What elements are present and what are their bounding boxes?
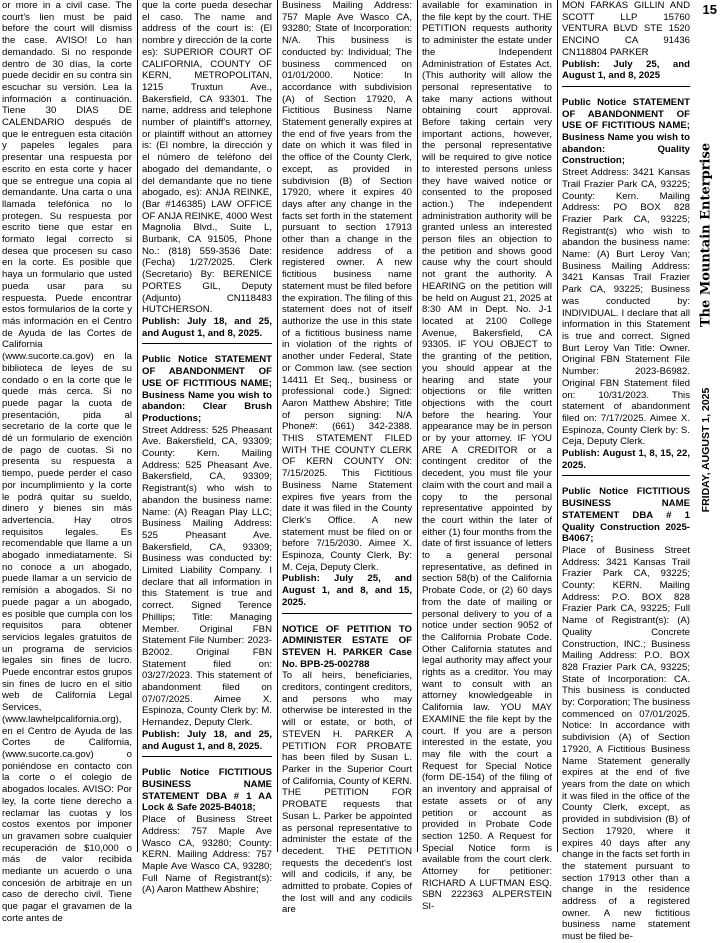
notice-text: Street Address: 525 Pheasant Ave. Bakersfield, CA, 93309; County: Kern. Mailing Address: 525 Pheasant Ave. Bakersfield, CA, 93309; Registrant(s) who wish to abandon the business name: Name: (A) Reagan Play LLC; Business Mailing Address: 525 Pheasant Ave. Bakersfield, CA, 93309; Business was conducted by: Limited Liability Company. I declare that all information in this Statement is true and correct. Signed Terence Phillips; Title: Managing Member. Original FBN Statement File Number: 2023-B2002. Original FBN Statement filed on: 03/27/2023. This statement of abandonment filed on 07/07/2025. Aimee X. Espinoza, County Clerk by: M. Hernandez, Deputy Clerk.	[142, 424, 272, 729]
notice-text: To all heirs, beneficiaries, creditors, contingent creditors, and persons who may otherwise be interested in the will or estate, or both, of STEVEN H. PARKER A PETITION FOR PROBATE has been filed by Susan L. Parker in the Superior Court of California, County of KERN. THE PETITION FOR PROBATE requests that Susan L. Parker be appointed as personal representative to administer the estate of the decedent. THE PETITION requests the decedent's lost will and codicils, if any, be admitted to probate. Copies of the lost will and any codicils are	[282, 670, 412, 916]
notice-text: Business Mailing Address: 757 Maple Ave Wasco CA, 93280; State of Incorporation: N/A. This business is conducted by: Individual; The business commenced on 01/01/2000. Notice: In accordance with subdivision (A) of Section 17920, A Fictitious Business Name Statement generally expires at the end of five years from the date on which it was filed in the office of the County Clerk, except, as provided in subdivision (B) of Section 17920, where it expires 40 days after any change in the facts set forth in the statement pursuant to section 17913 other than a change in the residence address of a registered owner. A new fictitious business name statement must be filed before the expiration. The filing of this statement does not of itself authorize the use in this state of a fictitious business name in violation of the rights of another under Federal, State or Common law. (see section 14411 Et Seq., business or professional code.) Signed: Aaron Matthew Abshire; Title of person signing: N/A Phone#: (661) 342-2388. THIS STATEMENT FILED WITH THE COUNTY CLERK OF KERN COUNTY ON: 7/15/2025. This Fictitious Business Name Statement expires five years from the date it was filed in the County Clerk's Office. A new statement must be filed on or before 7/15/2030. Aimee X. Espinoza, County Clerk, By: M. Ceja, Deputy Clerk.	[282, 0, 412, 573]
notice-heading: Public Notice STATEMENT OF ABANDONMENT OF USE OF FICTITIOUS NAME; Business Name you wish to abandon: Quality Construction;	[562, 96, 690, 167]
dateline	[694, 380, 718, 520]
notice-separator	[142, 343, 272, 344]
column-divider	[137, 0, 138, 852]
notice-text: Place of Business Street Address: 3421 Kansas Trail Frazier Park CA, 93225; County: KERN. Mailing Address: P.O. BOX 828 Frazier Park CA, 93225; Full Name of Registrant(s): (A) Quality Concrete Construction, INC.; Business Mailing Address: P.O. BOX 828 Frazier Park CA, 93225; State of Incorporation: CA. This business is conducted by: Corporation; The business commenced on 07/01/2025. Notice: In accordance with subdivision (A) of Section 17920, A Fictitious Business Name Statement generally expires at the end of five years from the date on which it was filed in the office of the County Clerk, except, as provided in subdivision (B) of Section 17920, where it expires 40 days after any change in the facts set forth in the statement pursuant to section 17913 other than a change in the residence address of a registered owner. A new fictitious business name statement must be filed be-	[562, 544, 690, 943]
column-1	[2, 0, 132, 924]
publish-dates: Publish: July 18, and 25, and August 1, and 8, 2025.	[142, 315, 272, 339]
column-2	[142, 0, 272, 896]
dateline-text: FRIDAY, AUGUST 1, 2025	[700, 387, 712, 513]
notice-text: available for examination in the file kept by the court. THE PETITION requests authority to administer the estate under the Independent Administration of Estates Act. (This authority will allow the personal representative to take many actions without obtaining court approval. Before taking certain very important actions, however, the personal representative will be required to give notice to interested persons unless they have waived notice or consented to the proposed action.) The independent administration authority will be granted unless an interested person files an objection to the petition and shows good cause why the court should not grant the authority. A HEARING on the petition will be held on August 21, 2025 at 8:30 AM in Dept. No. J-1 located at 2100 College Avenue, Bakersfield, CA 93305. IF YOU OBJECT to the granting of the petition, you should appear at the hearing and state your objections or file written objections with the court before the hearing. Your appearance may be in person or by your attorney. IF YOU ARE A CREDITOR or a contingent creditor of the decedent, you must file your claim with the court and mail a copy to the personal representative appointed by the court within the later of either (1) four months from the date of first issuance of letters to a general personal representative, as defined in section 58(b) of the California Probate Code, or (2) 60 days from the date of mailing or personal delivery to you of a notice under section 9052 of the California Probate Code. Other California statutes and legal authority may affect your rights as a creditor. You may want to consult with an attorney knowledgeable in California law. YOU MAY EXAMINE the file kept by the court. If you are a person interested in the estate, you may file with the court a Request for Special Notice (form DE-154) of the filing of an inventory and appraisal of estate assets or of any petition or account as provided in Probate Code section 1250. A Request for Special Notice form is available from the court clerk. Attorney for petitioner: RICHARD A LUFTMAN ESQ. SBN 222363 ALPERSTEIN SI-	[422, 0, 552, 913]
column-3	[282, 0, 412, 916]
notice-text: Place of Business Street Address: 757 Maple Ave Wasco CA, 93280; County: KERN. Mailing Address: 757 Maple Ave Wasco CA, 93280; Full Name of Registrant(s): (A) Aaron Matthew Abshire;	[142, 814, 272, 896]
column-divider	[417, 0, 418, 852]
notice-separator	[282, 613, 412, 614]
spanish-summons-notice: or more in a civil case. The court's lien must be paid before the court will dismiss the case. AVISO! Lo han demandado. Si no responde dentro de 30 días, la corte puede decidir en su contra sin escuchar su versión. Lea la información a continuación. Tiene 30 DIAS DE CALENDARIO después de que le entreguen esta citación y papeles legales para presentar una respuesta por escrito en esta corte y hacer que se entregue una copia al demandante. Una carta o una llamada telefónica no lo protegen. Su respuesta por escrito tiene que estar en formato legal correcto si desea que procesen su caso en la corte. Es posible que haya un formulario que usted pueda usar para su respuesta. Puede encontrar estos formularios de la corte y más información en el Centro de Ayuda de las Cortes de California (www.sucorte.ca.gov) en la biblioteca de leyes de su condado o en la corte que le quede más cerca. Si no puede pagar la cuota de presentación, pida al secretario de la corte que le dé un formulario de exención de pago de cuotas. Si no presenta su respuesta a tiempo, puede perder el caso por incumplimiento y la corte le podrá quitar su sueldo, dinero y bienes sin más advertencia. Hay otros requisitos legales. Es recomendable que llame a un abogado inmediatamente. Si no conoce a un abogado, puede llamar a un servicio de remisión a abogados. Si no puede pagar a un abogado, es posible que cumpla con los requisitos para obtener servicios legales gratuitos de un programa de servicios legales sin fines de lucro. Puede encontrar estos grupos sin fines de lucro en el sitio web de California Legal Services, (www.lawhelpcalifornia.org), en el Centro de Ayuda de las Cortes de California, (www.sucorte.ca.gov) o poniéndose en contacto con la corte o el colegio de abogados locales. AVISO: Por ley, la corte tiene derecho a reclamar las cuotas y los costos exentos por imponer un gravamen sobre cualquier recuperación de $10,000 o más de valor recibida mediante un acuerdo o una concesión de arbitraje en un caso de derecho civil. Tiene que pagar el gravamen de la corte antes de	[2, 0, 132, 924]
notice-separator	[142, 756, 272, 757]
publish-dates: Publish: July 25, and August 1, and 8, and 15, 2025.	[282, 573, 412, 608]
publish-dates: Publish: July 25, and August 1, and 8, 2025	[562, 58, 690, 82]
notice-heading: Public Notice FICTITIOUS BUSINESS NAME STATEMENT DBA # 1 AA Lock & Safe 2025-B4018;	[142, 767, 272, 814]
column-5	[562, 0, 690, 943]
notice-separator	[562, 86, 690, 87]
column-4	[422, 0, 552, 913]
page-number: 15	[702, 2, 717, 17]
publish-dates: Publish: July 18, and 25, and August 1, and 8, 2025.	[142, 728, 272, 752]
masthead-title: The Mountain Enterprise	[698, 142, 714, 328]
notice-heading: NOTICE OF PETITION TO ADMINISTER ESTATE OF STEVEN H. PARKER Case No. BPB-25-002788	[282, 623, 412, 670]
page-sidebar	[692, 0, 720, 852]
notice-text: que la corte pueda desechar el caso. The name and address of the court is: (El nombre y dirección de la corte es): SUPERIOR COURT OF CALIFORNIA, COUNTY OF KERN, METROPOLITAN, 1215 Truxtun Ave., Bakersfield, CA 93301. The name, address and telephone number of plaintiff's attorney, or plaintiff without an attorney is: (El nombre, la dirección y el número de teléfono del abogado del demandante, o del demandante que no tiene abogado, es): ANJA REINKE, (Bar #146385) LAW OFFICE OF ANJA REINKE, 4000 West Magnolia Blvd., Suite L, Burbank, CA 91505, Phone No.: (818) 559-3536 Date: (Fecha) 1/27/2025. Clerk (Secretario) By: BERENICE PORTES GIL, Deputy (Adjunto) CN118483 HUTCHERSON.	[142, 0, 272, 316]
notice-heading: Public Notice FICTITIOUS BUSINESS NAME STATEMENT DBA # 1 Quality Construction 2025-B4067;	[562, 486, 690, 545]
notice-separator	[562, 475, 690, 476]
notice-text: MON FARKAS GILLIN AND SCOTT LLP 15760 VENTURA BLVD STE 1520 ENCINO CA 91436 CN118804 PARKER	[562, 0, 690, 58]
notice-text: Street Address: 3421 Kansas Trail Frazier Park CA, 93225; County: Kern. Mailing Address: PO BOX 828 Frazier Park CA, 93225; Registrant(s) who wish to abandon the business name: Name: (A) Burt Leroy Van; Business Mailing Address: 3421 Kansas Trail Frazier Park CA, 93225; Business was conducted by: INDIVIDUAL. I declare that all information in this Statement is true and correct. Signed Burt Leroy Van Title: Owner. Original FBN Statement File Number: 2023-B6982. Original FBN Statement filed on: 10/31/2023. This statement of abandonment filed on: 7/17/2025. Aimee X. Espinoza, County Clerk by: S. Ceja, Deputy Clerk.	[562, 167, 690, 448]
masthead	[694, 142, 718, 328]
column-divider	[277, 0, 278, 852]
column-divider	[557, 0, 558, 852]
publish-dates: Publish: August 1, 8, 15, 22, 2025.	[562, 448, 690, 471]
notice-heading: Public Notice STATEMENT OF ABANDONMENT OF USE OF FICTITIOUS NAME; Business Name you wish to abandon: Clear Brush Productions;	[142, 354, 272, 424]
